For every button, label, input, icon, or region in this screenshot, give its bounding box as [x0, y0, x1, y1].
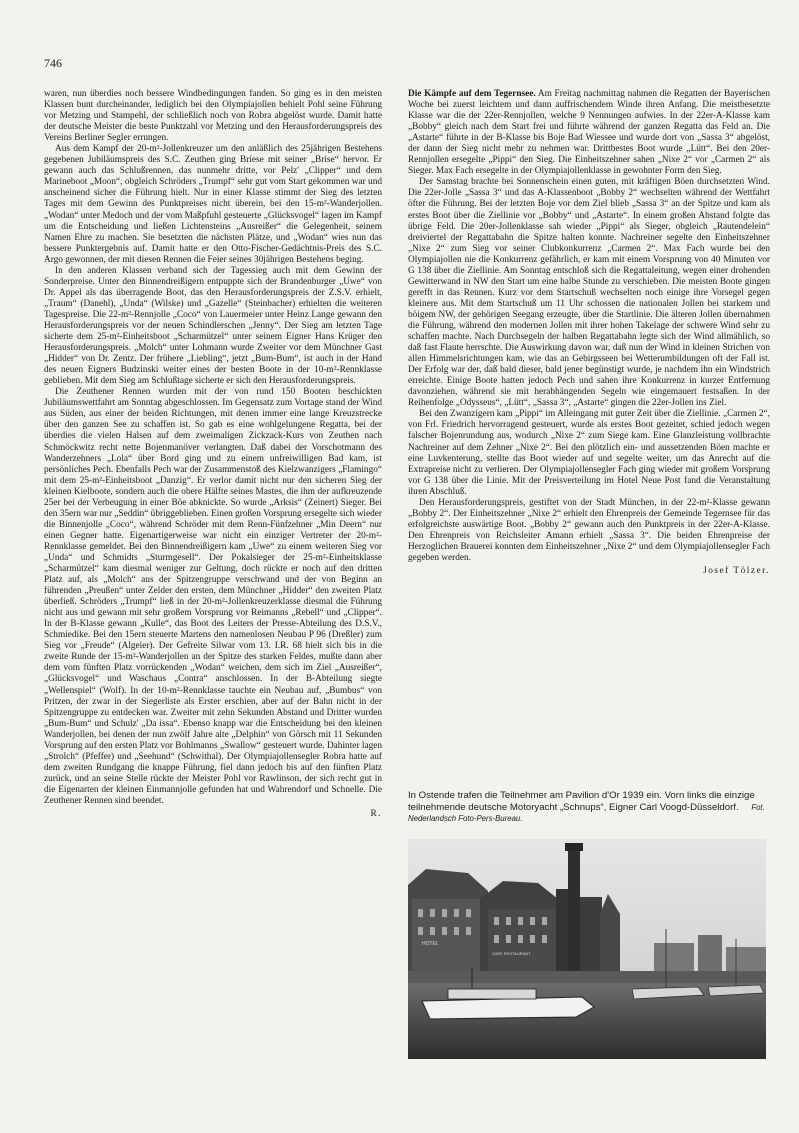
- article-paragraph: Die Zeuthener Rennen wurden mit der von rund 150 Booten beschickten Jubiläumswettfahrt am Sonntag abgeschlossen. Im Gegensatz zum Vortage stand der Wind aus Süden, aus einer der beiden Richtungen, mit denen immer eine lange Kreuzstrecke über den ganzen See zu schaffen ist. So gab es eine wohlgelungene Regatta, bei der überdies die vielen Halsen auf dem zweimaligen Zickzack-Kurs von Zeuthen nach Schmöckwitz recht nette Bojenmanöver verlangten. Daß dabei der Vorschotmann des Wanderzehners „Lola“ über Bord ging und zu einem unfreiwilligen Bad kam, ist persönliches Pech. Ebenfalls Pech war der Zusammenstoß des Kielzwanzigers „Flamingo“ mit dem 25-m²-Einheitsboot „Danzig“. Er verlor damit nicht nur den sicheren Sieg der kleinen Kielboote, sondern auch die obere Hälfte seines Mastes, die ihm der aufkreuzende 25er bei der Verbeugung in einer Böe abknickte. So wurde „Arksis“ (Zeinert) Sieger. Bei den 35ern war nur „Seddin“ übriggeblieben. Einen großen Vorsprung ersegelte sich wieder die Binnenjolle „Coco“, während Schröder mit dem Renn-Fünfzehner „Min Deern“ nur einen Gegner hatte. Eigenartigerweise war nicht ein einziger Vertreter der 20-m²-Rennklasse gemeldet. Bei den Binnendreißigern kam „Uwe“ zu einem weiteren Sieg vor „Unda“ und Schmidts „Sturmgesell“. Der Pokalsieger der 25-m²-Einheitsklasse „Scharmützel“ kam diesmal weniger zur Geltung, doch rückte er noch auf den dritten Platz auf, als „Molch“ aus der Spitzengruppe verschwand und der von Beginn an führenden „Preußen“ unter Zelder den ersten, dem Münchner „Hidder“ den zweiten Platz überließ. Schröders „Trumpf“ ließ in der 20-m²-Jollenkreuzerklasse diesmal die Führung nicht aus und gewann mit sehr großem Vorsprung vor Reimanns „Rebell“ und „Clipper“. In der B-Klasse gewann „Kulle“, das Boot des Leiters der Presse-Abteilung des D.S.V., Schmiedike. Bei den 15ern steuerte Martens den namenlosen Neubau P 96 (Dreßler) zum Sieg vor „Freude“ (Algeier). Der Gefreite Silwar vom 13. I.R. 68 hielt sich bis in die zweite Runde der 15-m²-Wanderjollen an der Spitze des starken Feldes, mußte dann aber dem vom fünften Platz vorrückenden „Wodan“ weichen, dem sich im Ziel „Ausreißer“, „Glücksvogel“ und Waschaus „Contra“ anschlossen. In der B-Abteilung siegte „Wellenspiel“ (Wolf). In der 10-m²-Rennklasse tauchte ein Neubau auf, „Bumbus“ von Pritzen, der zwar in der Siegerliste als Erster erschien, aber auf der Bahn nicht in der Spitzengruppe zu entdecken war. Zweiter mit zehn Sekunden Abstand und Dritter wurden „Bum-Bum“ und Schulz' „Da issa“. Ebenso knapp war die Entscheidung bei den kleinen Wanderjollen, bei denen der nun zwölf Jahre alte „Delphin“ von Görsch mit 11 Sekunden Vorsprung auf den ersten Platz vor Bohlmanns „Swallow“ gesteuert wurde. Dahinter lagen „Strolch“ (Pfeffer) und „Seehund“ (Schwithal). Der Olympiajollensegler Robra hatte auf dem zweiten Rundgang die knappe Führung, fiel dann jedoch bis auf den fünften Platz zurück, und an seine Stelle rückte der Meister Pohl vor Rawlinson, der sich recht gut in die Eigenarten der kleinen Einmannjolle gefunden hat und Wahrendorf und Schnelle. Die Zeuthener Rennen sind beendet.: [44, 387, 382, 806]
- harbor-photo: [408, 839, 766, 1059]
- section-title: Die Kämpfe auf dem Tegernsee.: [408, 89, 536, 99]
- article-paragraph: Den Herausforderungspreis, gestiftet von der Stadt München, in der 22-m²-Klasse gewann „Bobby 2“. Der Einheitszehner „Nixe 2“ erhielt den Ehrenpreis der Gemeinde Tegernsee für das erfolgreichste auswärtige Boot. „Bobby 2“ gewann auch den Punktpreis in der 22er-A-Klasse. Den Ehrenpreis von Reichsleiter Amann erhielt „Sassa 3“. Die beiden Ehrenpreise der Herzoglichen Brauerei konnten dem Einheitszehner „Nixe 2“ und dem Olympiajollensegler Fach gegeben werden.: [408, 497, 770, 563]
- caption-text: In Ostende trafen die Teilnehmer am Pavilion d'Or 1939 ein. Vorn links die einzige teilnehmende deutsche Motoryacht „Schnups“, Eigner Carl Voogd-Düsseldorf.: [408, 790, 755, 813]
- article-paragraph: [408, 89, 770, 177]
- cafe-sign: CAFE RESTAURANT: [492, 951, 531, 956]
- photo-caption: [408, 790, 770, 825]
- hotel-sign: HOTEL: [422, 941, 439, 947]
- left-article-column: [44, 89, 382, 820]
- article-paragraph: In den anderen Klassen verband sich der Tagessieg auch mit dem Gewinn der Sonderpreise. Unter den Binnendreißigern entpuppte sich der Brandenburger „Uwe“ von Dr. Appel als das überragende Boot, das den Herausforderungspreis der Z.S.V. erhielt, „Traum“ (Danehl), „Unda“ (Wilske) und „Gazelle“ (Steinbacher) erhielten die weiteren Tagespreise. Die 22-m²-Rennjolle „Coco“ von Lauermeier unter Heinz Lange gewann den Herausforderungspreis vor der neuen Schindlerschen „Jenny“. Der Sieg am letzten Tage sicherte dem 25-m²-Einheitsboot „Scharmützel“ unter seinem Eigner Hans Krüger den Herausforderungspreis. „Molch“ unter Lohmann wurde Zweiter vor dem Münchner Gast „Hidder“ von Dr. Zentz. Der frühere „Liebling“, jetzt „Bum-Bum“, ist auch in der Hand des neuen Eigners Budzinski weiter eines der besten Boote in der 10-m²-Rennklasse geblieben. Mit dem Sieg am Schlußtage sicherte er sich den Herausforderungspreis.: [44, 265, 382, 387]
- author-initial: R.: [370, 809, 382, 820]
- article-paragraph: Aus dem Kampf der 20-m²-Jollenkreuzer um den anläßlich des 25jährigen Bestehens gegebenen Jubiläumspreis des S.C. Zeuthen ging Briese mit seiner „Brise“ hervor. Er gewann auch das Schlußrennen, das nunmehr dritte, vor Pelz' „Clipper“ und dem Marineboot „Moon“, obgleich Schröders „Trumpf“ sehr gut vom Start gekommen war und anscheinend sicher die Führung hielt. Nur in einer Klasse stimmt der Sieg des letzten Tages mit dem Gewinn des Punktpreises nicht überein, bei den 15-m²-Wanderjollen. „Wodan“ unter Medoch und der vom Maßpfuhl gesteuerte „Glücksvogel“ lagen im Kampf um die Entscheidung und ließen Lichtensteins „Ausreißer“ die Gelegenheit, seinem Namen Ehre zu machen. Sie besetzten die nächsten Plätze, und „Wodan“ wies nun das bessere Punktergebnis auf. Damit hatte er den Otto-Fischer-Gedächtnis-Preis des S.C. Argo gewonnen, der mit diesen Rennen die Feier seines 30jährigen Bestehens beging.: [44, 144, 382, 265]
- photo-credit: Fot. Nederlandsch Foto-Pers-Bureau.: [408, 802, 765, 824]
- right-article-column: [408, 89, 770, 577]
- section-text: Am Freitag nachmittag nahmen die Regatten der Bayerischen Woche bei zuerst leichtem und dann auffrischendem Winde ihren Anfang. Die meistbesetzte Klasse war die der 22er-Rennjollen, welche 9 Nennungen aufwies. In der 22er-A-Klasse kam „Bobby“ gleich nach dem Start frei und führte während der ganzen Regatta das Feld an. Die „Astarte“ führte in der B-Klasse bis Boje Bad Wiessee und wurde dort von „Sassa 3“ abgelöst, der dann der Sieg nicht mehr zu nehmen war. Drittbestes Boot wurde „Lütt“. Bei den 20er-Rennjollen ersegelte „Pippi“ den Sieg. Die Einheitszehner sahen „Nixe 2“ vor „Carmen 2“ als Sieger. Max Fach ersegelte in der Olympiajollenklasse in gewohnter Form den Sieg.: [408, 89, 770, 177]
- article-paragraph: Bei den Zwanzigern kam „Pippi“ im Alleingang mit guter Zeit über die Ziellinie. „Carmen 2“, von Frl. Friedrich hervorragend gesteuert, wurde als erstes Boot gezeitet, schied jedoch wegen falscher Bojenrundung aus, wodurch „Nixe 2“ zum Siege kam. Eine Glanzleistung vollbrachte Nachreiner auf dem Zehner „Nixe 2“. Bei den plötzlich ein- und aussetzenden Böen machte er eine Luvkenterung, stellte das Boot wieder auf und segelte weiter, um das Anrecht auf die Extrapreise nicht zu verlieren. Der Olympiajollensegler Fach ging wieder mit großem Vorsprung vor G 138 über die Linie. Mit der Preisverteilung im Hotel Neue Post fand die Veranstaltung ihren Abschluß.: [408, 409, 770, 497]
- quay: [408, 971, 766, 983]
- article-paragraph: waren, nun überdies noch bessere Windbedingungen fanden. So ging es in den meisten Klassen bunt durcheinander, lediglich bei den Olympiajollen behielt Pohl seine Führung vor Metzing und Stampehl, der schließlich noch von Robra abgelöst wurde. Damit hatte der deutsche Meister die beste Punktzahl vor Metzing und den Herausforderungspreis des Vereins Berliner Segler errungen.: [44, 89, 382, 144]
- page-number: 746: [44, 56, 62, 70]
- article-paragraph: Der Samstag brachte bei Sonnenschein einen guten, mit kräftigen Böen durchsetzten Wind. Die 22er-Jolle „Sassa 3“ und das A-Klassenboot „Bobby 2“ wechselten während der Wettfahrt öfter die Führung. Bei der letzten Boje vor dem Ziel blieb „Sassa 3“ an der Spitze und kam als erstes Boot über die Ziellinie vor „Bobby“ und „Astarte“. In einem großen Abstand folgte das übrige Feld. Die 20er-Jollenklasse sah wieder „Pippi“ als Sieger, obgleich „Rautendelein“ dreiviertel der Regattabahn die Spitze halten konnte. Nachreiner segelte den Einheitszehner „Nixe 2“ zum Sieg vor seiner Clubkonkurrenz „Carmen 2“. Max Fach wurde bei den Olympiajollen nie die Konkurrenz gefährlich, er kam mit einem Vorsprung von 40 Minuten vor G 138 über die Ziellinie. Am Sonntag entschloß sich die Regattaleitung, wegen einer drohenden Gewitterwand in NW den Start um eine halbe Stunde zu verschieben. Die meisten Boote gingen gerefft in das Rennen. Kurz vor dem Startschuß wechselten noch einige ihre Vorsegel gegen kleinere aus. Mit dem Startschuß um 11 Uhr schossen die nationalen Jollen bei starkem und böigem NW, der gehörigen Seegang erzeugte, über die Startlinie. Die älteren Jollen übernahmen die Führung, während den modernen Jollen mit ihrer hohen Takelage der schwere Wind sehr zu schaffen machte. Nach Durchsegeln der halben Regattabahn legte sich der Wind allmählich, so daß fast Flaute herrschte. Die Auswirkung davon war, daß nun der Wind in kleinen Strichen von allen Himmelsrichtungen kam, wie das an Gebirgsseen bei Wetterumbildungen oft der Fall ist. Der Erfolg war der, daß bald dieser, bald jener begünstigt wurde, je nachdem ihn ein Windstrich erreichte. Einige Boote hatten jedoch Pech und sahen ihre Konkurrenz in kurzer Entfernung davonziehen, während sie mit herabhängenden Segeln wie eingemauert festsaßen. In der Reihenfolge „Odysseus“, „Lütt“, „Sassa 3“, „Astarte“ gingen die 22er-Jollen ins Ziel.: [408, 177, 770, 409]
- author-signature: Josef Tölzer.: [703, 566, 770, 577]
